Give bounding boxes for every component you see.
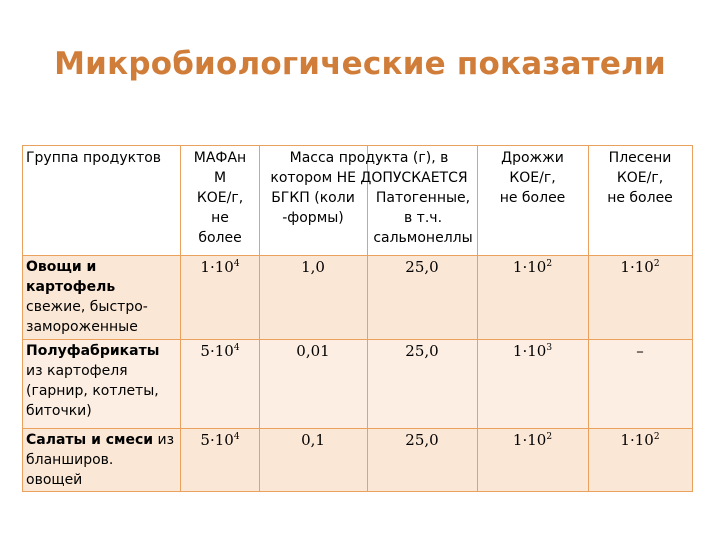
row-2-mold: – — [636, 342, 644, 360]
row-group-line: биточки) — [26, 403, 92, 419]
row-group-line: бланширов. — [26, 452, 114, 468]
header-yeast-line: не более — [499, 190, 566, 206]
header-yeast — [477, 148, 588, 208]
grid-line — [692, 145, 693, 492]
header-mass-line: котором НЕ ДОПУСКАЕТСЯ — [270, 170, 468, 186]
row-2-group — [26, 341, 176, 421]
header-bgkp-line: БГКП (коли — [271, 190, 355, 206]
row-group-line: Овощи и — [26, 259, 97, 275]
header-pathogen — [367, 188, 479, 248]
grid-line — [22, 145, 23, 492]
row-1-pathogen: 25,0 — [405, 258, 439, 276]
row-2-yeast: $1\cdot 10^3$ — [512, 342, 553, 360]
header-mafan — [180, 148, 260, 248]
row-2-mafan: $5\cdot 10^4$ — [200, 342, 240, 360]
row-group-line: (гарнир, котлеты, — [26, 383, 159, 399]
row-3-group — [26, 430, 176, 490]
row-1-bgkp: 1,0 — [301, 258, 325, 276]
header-mold-line: Плесени — [608, 150, 672, 166]
header-mafan-line: не — [211, 210, 229, 226]
grid-line — [22, 339, 693, 340]
header-mass-title — [254, 148, 484, 188]
header-mold — [588, 148, 692, 208]
header-bgkp — [259, 188, 367, 228]
header-pathogen-line: Патогенные, — [375, 190, 471, 206]
row-3-mafan: $5\cdot 10^4$ — [200, 431, 240, 449]
header-mafan-line: более — [198, 230, 242, 246]
row-1-yeast: $1\cdot 10^2$ — [512, 258, 553, 276]
row-2-bgkp: 0,01 — [296, 342, 330, 360]
header-mafan-line: М — [213, 170, 227, 186]
row-group-line: Полуфабрикаты — [26, 343, 160, 359]
row-1-mold: $1\cdot 10^2$ — [620, 258, 660, 276]
row-3-mold: $1\cdot 10^2$ — [620, 431, 660, 449]
header-mold-line: не более — [607, 190, 673, 206]
header-mass-line: Масса продукта (г), в — [289, 150, 449, 166]
row-group-line: из картофеля — [26, 363, 128, 379]
row-group-line: замороженные — [26, 319, 138, 335]
header-pathogen-line: сальмонеллы — [373, 230, 473, 246]
row-3-pathogen: 25,0 — [405, 431, 439, 449]
indicators-table — [22, 145, 693, 492]
header-pathogen-line: в т.ч. — [403, 210, 443, 226]
row-group-line: свежие, быстро- — [26, 299, 148, 315]
row-3-yeast: $1\cdot 10^2$ — [512, 431, 553, 449]
row-1-mafan: $1\cdot 10^4$ — [200, 258, 240, 276]
row-1-group — [26, 257, 176, 337]
grid-line — [22, 145, 693, 146]
header-mold-line: КОЕ/г, — [616, 170, 664, 186]
row-2-pathogen: 25,0 — [405, 342, 439, 360]
row-group-line: Салаты и смеси из — [26, 432, 175, 448]
row-group-line: картофель — [26, 279, 116, 295]
header-yeast-line: КОЕ/г, — [509, 170, 556, 186]
header-group: Группа продуктов — [26, 150, 162, 166]
header-mafan-line: КОЕ/г, — [196, 190, 244, 206]
header-bgkp-line: -формы) — [282, 210, 344, 226]
grid-line — [22, 255, 693, 256]
header-yeast-line: Дрожжи — [501, 150, 564, 166]
row-group-line: овощей — [26, 472, 83, 488]
slide-title: Микробиологические показатели — [54, 46, 666, 82]
header-mafan-line: МАФАн — [193, 150, 247, 166]
row-3-bgkp: 0,1 — [301, 431, 325, 449]
grid-line — [22, 491, 693, 492]
grid-line — [22, 428, 693, 429]
